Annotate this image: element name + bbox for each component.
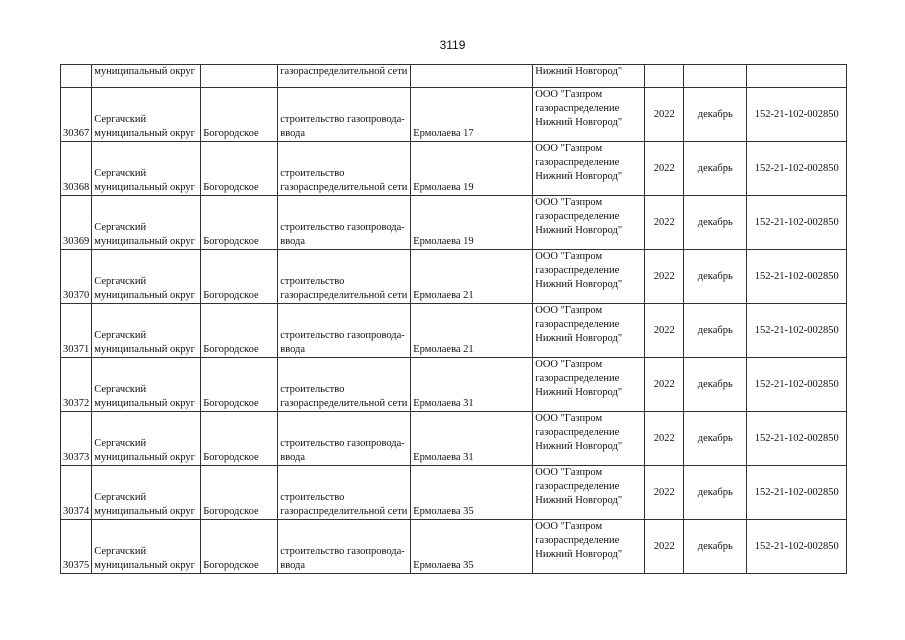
page-number: 3119 xyxy=(439,38,466,52)
cell-district xyxy=(92,250,201,304)
cell-line: газораспределительной сети xyxy=(280,290,408,301)
cell-district xyxy=(92,88,201,142)
cell-year: 2022 xyxy=(645,88,684,142)
cell-line: Сергачский xyxy=(94,492,147,503)
cell-work xyxy=(278,304,411,358)
cell-code: 152-21-102-002850 xyxy=(747,250,847,304)
cell-year xyxy=(645,65,684,88)
cell-line: ООО "Газпром xyxy=(535,467,603,478)
cell-id xyxy=(61,65,92,88)
cell-id: 30372 xyxy=(61,358,92,412)
cell-district xyxy=(92,412,201,466)
cell-locality: Богородское xyxy=(201,358,278,412)
cell-locality: Богородское xyxy=(201,412,278,466)
cell-district xyxy=(92,520,201,574)
cell-locality: Богородское xyxy=(201,520,278,574)
cell-line: Нижний Новгород" xyxy=(535,117,623,128)
cell-id: 30369 xyxy=(61,196,92,250)
cell-id: 30375 xyxy=(61,520,92,574)
cell-locality: Богородское xyxy=(201,142,278,196)
cell-org: Нижний Новгород" xyxy=(533,65,645,88)
cell-district xyxy=(92,466,201,520)
cell-code: 152-21-102-002850 xyxy=(747,142,847,196)
cell-line: ООО "Газпром xyxy=(535,521,603,532)
cell-line: газораспределительной сети xyxy=(280,398,408,409)
cell-work xyxy=(278,466,411,520)
cell-year: 2022 xyxy=(645,142,684,196)
cell-org xyxy=(533,142,645,196)
cell-line: строительство xyxy=(280,276,345,287)
cell-work xyxy=(278,412,411,466)
cell-id: 30370 xyxy=(61,250,92,304)
cell-district xyxy=(92,196,201,250)
cell-line: строительство газопровода- xyxy=(280,222,405,233)
cell-month: декабрь xyxy=(684,196,747,250)
cell-month xyxy=(684,65,747,88)
cell-line: ООО "Газпром xyxy=(535,197,603,208)
cell-line: муниципальный округ xyxy=(94,506,195,517)
cell-month: декабрь xyxy=(684,358,747,412)
cell-line: ООО "Газпром xyxy=(535,413,603,424)
cell-work xyxy=(278,142,411,196)
cell-line: Сергачский xyxy=(94,168,147,179)
cell-line: ввода xyxy=(280,344,306,355)
cell-locality: Богородское xyxy=(201,304,278,358)
table-row xyxy=(61,88,847,142)
cell-line: Нижний Новгород" xyxy=(535,549,623,560)
cell-year: 2022 xyxy=(645,412,684,466)
cell-year: 2022 xyxy=(645,304,684,358)
cell-line: муниципальный округ xyxy=(94,128,195,139)
cell-address: Ермолаева 19 xyxy=(411,142,533,196)
cell-month: декабрь xyxy=(684,520,747,574)
table-row xyxy=(61,250,847,304)
cell-month: декабрь xyxy=(684,466,747,520)
cell-month: декабрь xyxy=(684,304,747,358)
cell-line: газораспределение xyxy=(535,535,620,546)
cell-code: 152-21-102-002850 xyxy=(747,466,847,520)
cell-line: ввода xyxy=(280,128,306,139)
cell-district xyxy=(92,142,201,196)
cell-work xyxy=(278,250,411,304)
cell-line: Нижний Новгород" xyxy=(535,387,623,398)
cell-line: ООО "Газпром xyxy=(535,251,603,262)
cell-line: Сергачский xyxy=(94,330,147,341)
table-row xyxy=(61,412,847,466)
cell-work xyxy=(278,88,411,142)
cell-line: строительство xyxy=(280,492,345,503)
cell-locality xyxy=(201,65,278,88)
cell-id: 30374 xyxy=(61,466,92,520)
cell-line: строительство газопровода- xyxy=(280,114,405,125)
cell-line: газораспределение xyxy=(535,103,620,114)
cell-line: Нижний Новгород" xyxy=(535,171,623,182)
cell-line: Сергачский xyxy=(94,546,147,557)
cell-code: 152-21-102-002850 xyxy=(747,88,847,142)
cell-id: 30368 xyxy=(61,142,92,196)
cell-org xyxy=(533,412,645,466)
cell-org xyxy=(533,250,645,304)
cell-line: ввода xyxy=(280,560,306,571)
cell-month: декабрь xyxy=(684,250,747,304)
cell-line: ввода xyxy=(280,236,306,247)
cell-locality: Богородское xyxy=(201,250,278,304)
table-row xyxy=(61,196,847,250)
table-row xyxy=(61,466,847,520)
table-row xyxy=(61,520,847,574)
cell-id: 30371 xyxy=(61,304,92,358)
cell-line: ООО "Газпром xyxy=(535,143,603,154)
cell-district: муниципальный округ xyxy=(92,65,201,88)
cell-line: газораспределительной сети xyxy=(280,182,408,193)
cell-locality: Богородское xyxy=(201,196,278,250)
cell-month: декабрь xyxy=(684,412,747,466)
cell-line: газораспределительной сети xyxy=(280,506,408,517)
cell-year: 2022 xyxy=(645,250,684,304)
cell-line: Нижний Новгород" xyxy=(535,333,623,344)
cell-line: газораспределение xyxy=(535,211,620,222)
cell-line: газораспределение xyxy=(535,373,620,384)
cell-address: Ермолаева 31 xyxy=(411,412,533,466)
cell-line: муниципальный округ xyxy=(94,560,195,571)
cell-org xyxy=(533,196,645,250)
cell-address: Ермолаева 17 xyxy=(411,88,533,142)
cell-line: газораспределение xyxy=(535,265,620,276)
table-row xyxy=(61,304,847,358)
continuation-row xyxy=(61,65,847,88)
table-row xyxy=(61,142,847,196)
cell-org xyxy=(533,304,645,358)
cell-line: строительство газопровода- xyxy=(280,546,405,557)
cell-code xyxy=(747,65,847,88)
cell-line: строительство газопровода- xyxy=(280,330,405,341)
cell-line: газораспределение xyxy=(535,319,620,330)
cell-line: Сергачский xyxy=(94,438,147,449)
cell-address: Ермолаева 35 xyxy=(411,520,533,574)
cell-line: Сергачский xyxy=(94,222,147,233)
cell-line: муниципальный округ xyxy=(94,344,195,355)
cell-work xyxy=(278,358,411,412)
cell-code: 152-21-102-002850 xyxy=(747,520,847,574)
cell-line: Сергачский xyxy=(94,114,147,125)
cell-line: ООО "Газпром xyxy=(535,359,603,370)
cell-line: муниципальный округ xyxy=(94,290,195,301)
table-row xyxy=(61,358,847,412)
cell-line: строительство xyxy=(280,384,345,395)
cell-line: строительство газопровода- xyxy=(280,438,405,449)
cell-line: ООО "Газпром xyxy=(535,89,603,100)
cell-org xyxy=(533,88,645,142)
cell-locality: Богородское xyxy=(201,466,278,520)
cell-line: Нижний Новгород" xyxy=(535,495,623,506)
cell-line: Нижний Новгород" xyxy=(535,225,623,236)
cell-address: Ермолаева 21 xyxy=(411,304,533,358)
cell-year: 2022 xyxy=(645,196,684,250)
cell-locality: Богородское xyxy=(201,88,278,142)
cell-line: газораспределение xyxy=(535,481,620,492)
cell-line: Нижний Новгород" xyxy=(535,441,623,452)
cell-org xyxy=(533,358,645,412)
cell-address: Ермолаева 21 xyxy=(411,250,533,304)
cell-line: муниципальный округ xyxy=(94,182,195,193)
cell-id: 30373 xyxy=(61,412,92,466)
cell-district xyxy=(92,358,201,412)
cell-work xyxy=(278,196,411,250)
cell-year: 2022 xyxy=(645,520,684,574)
cell-line: муниципальный округ xyxy=(94,398,195,409)
cell-line: строительство xyxy=(280,168,345,179)
cell-district xyxy=(92,304,201,358)
cell-code: 152-21-102-002850 xyxy=(747,412,847,466)
cell-id: 30367 xyxy=(61,88,92,142)
cell-work xyxy=(278,520,411,574)
cell-address xyxy=(411,65,533,88)
cell-line: газораспределение xyxy=(535,427,620,438)
cell-address: Ермолаева 31 xyxy=(411,358,533,412)
cell-year: 2022 xyxy=(645,358,684,412)
cell-month: декабрь xyxy=(684,88,747,142)
cell-address: Ермолаева 19 xyxy=(411,196,533,250)
cell-line: газораспределение xyxy=(535,157,620,168)
cell-line: ООО "Газпром xyxy=(535,305,603,316)
cell-org xyxy=(533,466,645,520)
cell-line: ввода xyxy=(280,452,306,463)
cell-line: Нижний Новгород" xyxy=(535,279,623,290)
cell-code: 152-21-102-002850 xyxy=(747,304,847,358)
cell-work: газораспределительной сети xyxy=(278,65,411,88)
cell-line: муниципальный округ xyxy=(94,236,195,247)
cell-code: 152-21-102-002850 xyxy=(747,196,847,250)
cell-month: декабрь xyxy=(684,142,747,196)
cell-line: Сергачский xyxy=(94,384,147,395)
cell-address: Ермолаева 35 xyxy=(411,466,533,520)
cell-line: муниципальный округ xyxy=(94,452,195,463)
cell-code: 152-21-102-002850 xyxy=(747,358,847,412)
table-body xyxy=(61,65,847,574)
registry-table xyxy=(60,64,847,574)
cell-org xyxy=(533,520,645,574)
cell-line: Сергачский xyxy=(94,276,147,287)
cell-year: 2022 xyxy=(645,466,684,520)
